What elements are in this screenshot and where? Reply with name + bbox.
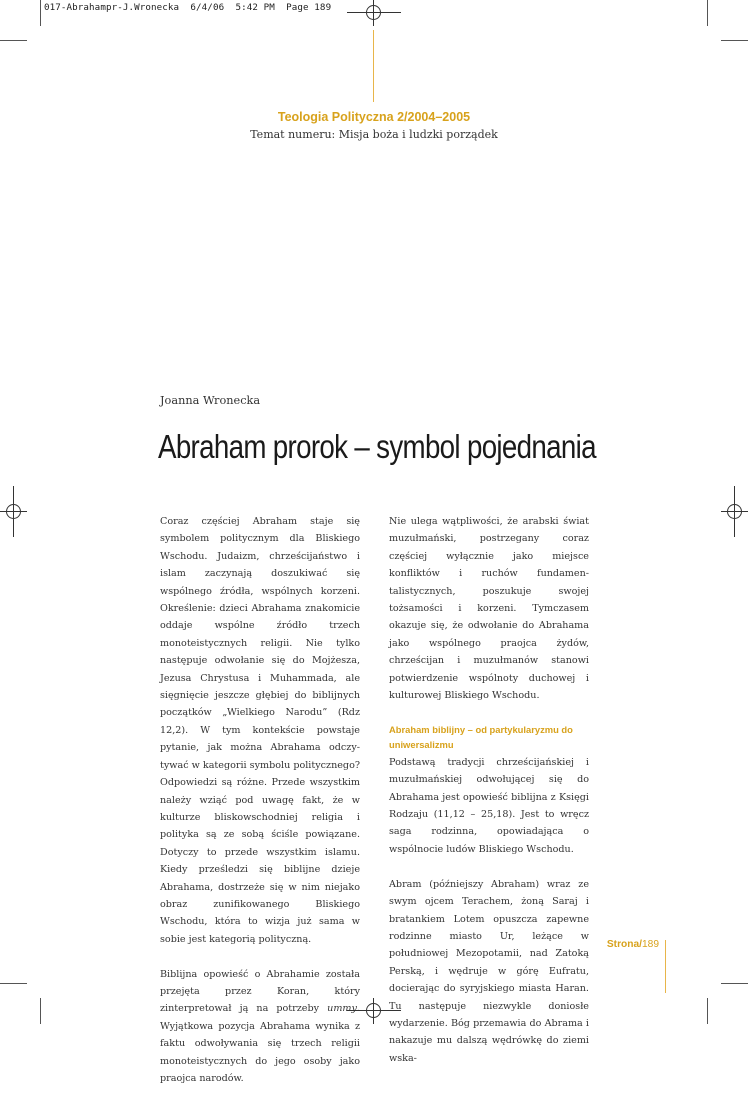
page-label: Strona [606,939,640,950]
section-subheading: Abraham biblijny – od partykularyzmu do uniwersalizmu [389,723,573,750]
crop-mark-top-right-h [721,40,748,41]
article-author: Joanna Wronecka [160,394,261,407]
page-number: 189 [642,939,659,950]
text-column-left [160,513,360,1105]
crop-mark-top-left-v [40,0,41,26]
paragraph: Podstawą tradycji chrześcijańskiej i muzułmańskiej odwołującej się do Abrahama jest opowieść biblijna z Księgi Rodzaju (11,12 – 25,18). Jest to wręcz saga rodzinna, opowiadająca o wspólnocie ludów Bliskiego Wschodu. [389,756,589,855]
crop-mark-bottom-right-h [721,983,748,984]
text-column-right [389,513,589,1085]
page-separator: / [639,939,642,950]
crop-mark-bottom-left-v [40,998,41,1024]
journal-title: Teologia Polityczna 2/2004–2005 [277,110,471,124]
paragraph: Coraz częściej Abraham staje się symbolem politycznym dla Bliskiego Wschodu. Judaizm, chrześcijaństwo i islam zaczynają doszukiwać się wspólnego źródła, wspólnych korzeni. Określenie: dzieci Abrahama znakomicie oddaje wspólne źródło trzech monoteistycznych religii. Nie tylko następuje odwołanie się do Mojżesza, Jezusa Chrystusa i Muhammada, ale sięgnięcie jeszcze głębiej do biblijnych początków „Wielkiego Narodu” (Rdz 12,2). W tym kontekście powstaje pytanie, jak można Abrahama odczytywać w kategorii symbolu politycznego? Odpowiedzi są różne. Przede wszystkim należy wziąć pod uwagę fakt, że w kulturze bliskowschodniej religia i polityka są ze sobą ściśle powiązane. Dotyczy to przede wszystkim islamu. Kiedy prześledzi się biblijne dzieje Abrahama, dostrzeże się w nim niejako obraz zunifikowanego Bliskiego Wschodu, która to wizja już sama w sobie jest kategorią polityczną. [160,516,360,945]
print-slug: 017-Abrahampr-J.Wronecka 6/4/06 5:42 PM Page 189 [44,2,332,13]
paragraph: Nie ulega wątpliwości, że arabski świat muzułmański, postrzegany coraz częściej wyłącznie jako miejsce konfliktów i ruchów fundamentalistycznych, poszukuje swojej tożsamości i korzeni. Tymczasem okazuje się, że odwołanie do Abrahama jako wspólnego praojca żydów, chrześcijan i muzułmanów stanowi potwierdzenie wspólnoty duchowej i kulturowej Bliskiego Wschodu. [389,516,589,702]
crop-mark-bottom-right-v [707,998,708,1024]
crop-mark-top-right-v [707,0,708,26]
crop-mark-bottom-left-h [0,983,27,984]
top-gold-rule [373,30,374,102]
page-footer [607,939,659,950]
paragraph: Biblijna opowieść o Abrahamie została przejęta przez Koran, który zinterpretował ją na potrzeby ummy. Wyjątkowa pozycja Abrahama wynika z faktu odwoływania się trzech religii monoteistycznych do jego osoby jako praojca narodów. [160,968,360,1084]
article-title: Abraham prorok – symbol pojednania [158,428,596,465]
italic-term: ummy [327,1003,357,1015]
footer-gold-rule [665,940,666,993]
issue-topic: Temat numeru: Misja boża i ludzki porządek [250,128,498,141]
paragraph: Abram (późniejszy Abraham) wraz ze swym ojcem Terachem, żoną Saraj i bratankiem Lotem opuszcza zapewne rodzinne miasto Ur, leżące w południowej Mezopotamii, nad Zatoką Perską, i wędruje w górę Eufratu, docierając do syryjskiego miasta Haran. Tu następuje niezwykle doniosłe wydarzenie. Bóg przemawia do Abrama i nakazuje mu dalszą wędrówkę do ziemi wska- [389,878,589,1064]
crop-mark-top-left-h [0,40,27,41]
